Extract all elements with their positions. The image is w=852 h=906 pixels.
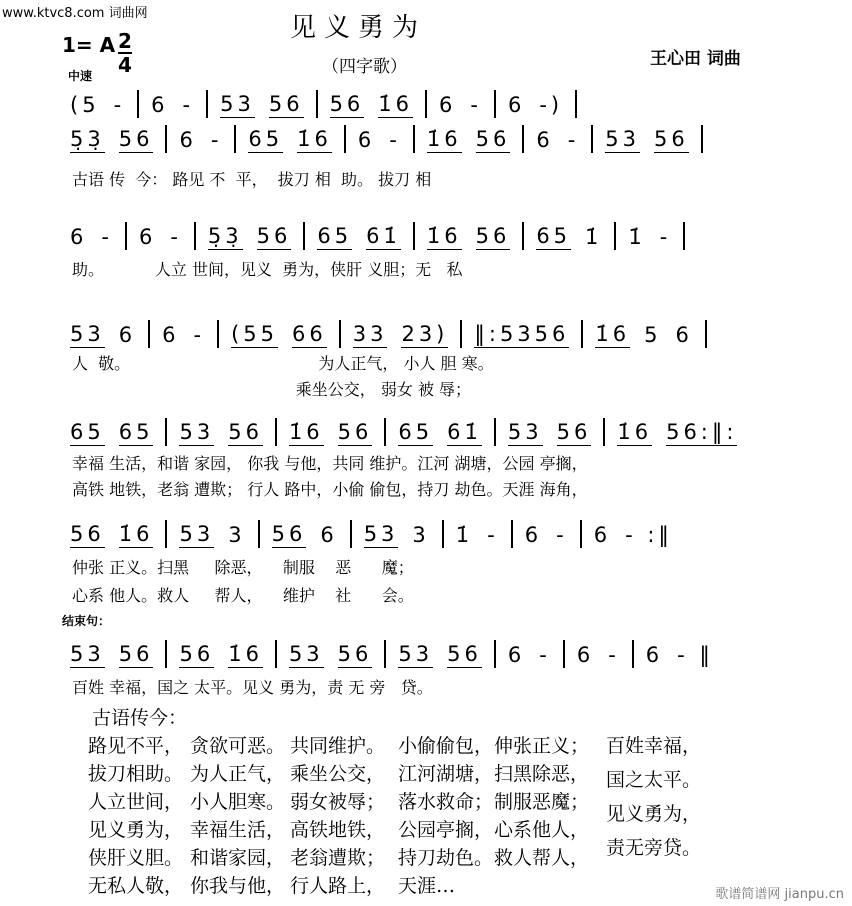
- note-group: 1̇6: [426, 224, 462, 248]
- note-group: 3: [228, 523, 246, 547]
- note-group: 56: [556, 420, 592, 444]
- song-title: 见义勇为: [290, 13, 427, 43]
- note-group: 6: [593, 523, 612, 547]
- verse-phrase: 行人路上，: [290, 875, 386, 897]
- measure: [427, 90, 496, 118]
- note-group: 56: [268, 92, 304, 116]
- measure: [139, 90, 208, 118]
- note-group: 6: [179, 128, 197, 152]
- note-group: 53: [179, 420, 215, 444]
- notation-line: [68, 418, 749, 446]
- note-group: 6: [118, 323, 137, 347]
- lyrics-line: 乘坐公交， 弱女 被 辱；: [72, 380, 472, 399]
- note-group: 56: [475, 224, 511, 248]
- note-group: 56: [179, 642, 215, 666]
- verse-phrase: 和谐家园，: [190, 847, 286, 869]
- note-group: 1̇6: [378, 92, 414, 116]
- measure: [583, 320, 706, 348]
- note-group: -: [113, 93, 126, 117]
- notation-line: [68, 520, 685, 548]
- verse-right-phrase: 百姓幸福，: [606, 735, 702, 757]
- note-group: 6: [320, 523, 338, 547]
- verse-phrase: 见义勇为，: [88, 819, 184, 841]
- note-group: 56: [329, 92, 365, 116]
- note-group: 6: [507, 643, 526, 667]
- note-group: -: [567, 128, 580, 152]
- measure: [415, 125, 524, 153]
- note-group: - :‖: [625, 523, 673, 547]
- note-group: 66: [291, 322, 327, 346]
- note-group: 61̇: [447, 420, 482, 444]
- watermark-top: www.ktvc8.com 词曲网: [2, 6, 148, 21]
- note-group: 6: [675, 323, 693, 347]
- measure: [68, 418, 167, 446]
- verse-phrase: 共同维护。: [290, 735, 386, 757]
- measure: [167, 125, 236, 153]
- verse-phrase: 乘坐公交，: [290, 763, 386, 785]
- note-group: 53: [220, 92, 255, 116]
- lyrics-line: 心系 他人。救人 帮人， 维护 社 会。: [72, 586, 414, 605]
- note-group: 56: [447, 642, 482, 666]
- lyrics-line: 高铁 地铁，老翁 遭欺； 行人 路中，小偷 偷包，持刀 劫色。天涯 海角，: [72, 480, 588, 499]
- song-subtitle: （四字歌）: [322, 57, 407, 77]
- note-group: 5̣3̣: [207, 224, 243, 248]
- verse-row: [88, 872, 589, 900]
- verse-row: [88, 732, 589, 760]
- note-group: 6: [357, 128, 376, 152]
- verse-phrase: 无私人敬，: [88, 875, 184, 897]
- verse-phrase: 制服恶魔；: [494, 791, 590, 813]
- note-group: 1̇: [628, 225, 646, 249]
- measure: [341, 320, 463, 348]
- note-group: 6: [645, 643, 664, 667]
- note-group: 1̇6: [595, 322, 631, 346]
- note-group: 56: [228, 420, 263, 444]
- note-group: 1̇6: [617, 420, 653, 444]
- measure: [346, 125, 415, 153]
- measure: [565, 640, 634, 668]
- measure: [616, 222, 685, 250]
- measure: [415, 222, 524, 250]
- measure: [444, 520, 513, 548]
- note-group: -: [182, 93, 195, 117]
- note-group: 6: [70, 225, 88, 249]
- verse-phrase: 为人正气，: [190, 763, 286, 785]
- measure: [386, 640, 495, 668]
- measure: [260, 520, 352, 548]
- lyrics-line: 古语 传 今： 路见 不 平， 拔刀 相 助。 拔刀 相: [72, 170, 432, 189]
- note-group: 1̇6: [118, 522, 154, 546]
- note-group: -): [539, 93, 564, 117]
- measure: [167, 418, 276, 446]
- measure: [150, 320, 219, 348]
- measure: [68, 125, 167, 153]
- note-group: 1̇: [455, 523, 474, 547]
- measure: [305, 222, 414, 250]
- measure: [496, 640, 565, 668]
- note-group: 65: [70, 420, 105, 444]
- note-group: 5̣3̣: [70, 127, 105, 151]
- verse-phrase: 路见不平，: [88, 735, 184, 757]
- verse-row: [88, 816, 589, 844]
- note-group: 6: [536, 128, 554, 152]
- verse-right-phrase: 责无旁贷。: [606, 837, 702, 859]
- note-group: (5: [70, 93, 100, 117]
- note-group: (55: [231, 322, 278, 346]
- notation-line: [68, 640, 726, 668]
- measure: [236, 125, 345, 153]
- measure: [68, 320, 150, 348]
- watermark-bottom: 歌谱简谱网 jianpu.cn: [715, 887, 844, 902]
- note-group: 33: [352, 322, 388, 346]
- measure: [352, 520, 444, 548]
- note-group: 6: [576, 643, 595, 667]
- verse-row: [88, 788, 589, 816]
- measure: [219, 320, 341, 348]
- note-group: 53: [398, 642, 434, 666]
- note-group: 61̇: [366, 224, 401, 248]
- note-group: 1̇6: [297, 127, 332, 151]
- time-top: 2: [118, 29, 132, 53]
- note-group: 53: [179, 522, 215, 546]
- note-group: -: [470, 93, 482, 117]
- measure: [605, 418, 749, 446]
- note-group: 56: [118, 127, 154, 151]
- measure: [68, 520, 167, 548]
- notation-line: [68, 125, 703, 153]
- notation-line: [68, 90, 577, 118]
- note-group: 65: [248, 127, 284, 151]
- verse-right-phrase: 见义勇为，: [606, 803, 702, 825]
- measure: [196, 222, 305, 250]
- note-group: 56: [475, 127, 511, 151]
- note-group: 6: [151, 93, 169, 117]
- verse-phrase: 拔刀相助。: [88, 763, 184, 785]
- verse-phrase: 小偷偷包，: [398, 735, 494, 757]
- note-group: 65: [317, 224, 353, 248]
- note-group: 53: [507, 420, 543, 444]
- note-group: -: [608, 643, 620, 667]
- verse-phrase: 幸福生活，: [190, 819, 286, 841]
- note-group: 23): [401, 322, 449, 346]
- verse-heading: 古语传今：: [92, 707, 188, 729]
- notation-line: [68, 320, 707, 348]
- measure: [496, 90, 577, 118]
- note-group: 56: [271, 522, 307, 546]
- verse-phrase: 公园亭搁，: [398, 819, 494, 841]
- measure: [277, 418, 386, 446]
- verse-phrase: 小人胆寒。: [190, 791, 286, 813]
- lyrics-line: 百姓 幸福，国之 太平。见义 勇为，责 无 旁 贷。: [72, 678, 433, 697]
- note-group: 65: [118, 420, 154, 444]
- note-group: 56:‖:: [666, 420, 738, 444]
- verse-phrase: 心系他人，: [494, 819, 590, 841]
- measure: [167, 640, 276, 668]
- verse-phrase: 江河湖塘，: [398, 763, 494, 785]
- verse-right-phrase: 国之太平。: [606, 769, 702, 791]
- verse-phrase: 贪欲可恶。: [190, 735, 286, 757]
- verse-block: [88, 704, 589, 900]
- note-group: -: [101, 225, 113, 249]
- note-group: 1̇6: [426, 127, 462, 151]
- note-group: -: [539, 643, 551, 667]
- measure: [277, 640, 386, 668]
- lyrics-line: 幸福 生活，和谐 家园， 你我 与他，共同 维护。江河 湖塘，公园 亭搁，: [72, 454, 588, 473]
- measure: [208, 90, 317, 118]
- note-group: 56: [70, 522, 105, 546]
- measure: [524, 125, 593, 153]
- lyrics-line: 助。 人立 世间，见义 勇为，侠肝 义胆；无 私: [72, 260, 463, 279]
- tempo-marking: 中速: [68, 69, 93, 83]
- note-group: 56: [256, 224, 292, 248]
- note-group: 6: [138, 225, 157, 249]
- measure: [127, 222, 196, 250]
- verse-row: [88, 844, 589, 872]
- verse-phrase: 弱女被辱；: [290, 791, 386, 813]
- lyrics-line: 人 敬。 为人正气， 小人 胆 寒。: [72, 354, 494, 373]
- measure: [593, 125, 702, 153]
- time-bottom: 4: [118, 53, 132, 77]
- verse-phrase: 人立世间，: [88, 791, 184, 813]
- note-group: 6: [507, 93, 526, 117]
- note-group: 56: [337, 420, 373, 444]
- measure: [462, 320, 583, 348]
- note-group: -: [170, 225, 182, 249]
- note-group: 53: [288, 642, 324, 666]
- key-signature: 1= A: [62, 33, 116, 57]
- note-group: 53: [70, 322, 105, 346]
- verse-phrase: 伸张正义；: [494, 735, 590, 757]
- note-group: 56: [337, 642, 373, 666]
- verse-phrase: 高铁地铁，: [290, 819, 386, 841]
- ending-label: 结束句：: [62, 614, 111, 628]
- measure: [513, 520, 582, 548]
- measure: [68, 640, 167, 668]
- measure: [167, 520, 259, 548]
- note-group: 65: [536, 224, 572, 248]
- note-group: -: [659, 225, 672, 249]
- note-group: 56: [654, 127, 689, 151]
- measure: [634, 640, 726, 668]
- note-group: 1̇: [585, 225, 603, 249]
- note-group: 6: [162, 323, 180, 347]
- measure: [386, 418, 495, 446]
- verse-phrase: 老翁遭欺；: [290, 847, 386, 869]
- measure: [68, 222, 127, 250]
- verse-phrase: 你我与他，: [190, 875, 286, 897]
- note-group: 5: [644, 323, 662, 347]
- measure: [582, 520, 685, 548]
- verse-phrase: 侠肝义胆。: [88, 847, 184, 869]
- note-group: 53: [605, 127, 640, 151]
- note-group: 1̇6: [228, 642, 263, 666]
- note-group: 53: [363, 522, 399, 546]
- author-credit: 王心田 词曲: [650, 49, 741, 69]
- note-group: 65: [398, 420, 434, 444]
- note-group: 53: [70, 642, 105, 666]
- time-signature: [118, 30, 132, 76]
- measure: [68, 90, 139, 118]
- note-group: 3: [412, 523, 430, 547]
- verse-phrase: 落水救命；: [398, 791, 494, 813]
- notation-line: [68, 222, 685, 250]
- verse-phrase: 救人帮人，: [494, 847, 590, 869]
- verse-phrase: 持刀劫色。: [398, 847, 494, 869]
- measure: [496, 418, 605, 446]
- note-group: -: [193, 323, 206, 347]
- measure: [318, 90, 427, 118]
- note-group: - ‖: [677, 643, 714, 667]
- note-group: 6: [439, 93, 457, 117]
- note-group: ‖:5356: [474, 322, 570, 346]
- verse-phrase: 天涯…: [398, 875, 456, 897]
- verse-row: [88, 760, 589, 788]
- lyrics-line: 仲张 正义。扫黑 除恶， 制服 恶 魔；: [72, 558, 414, 577]
- note-group: -: [556, 523, 568, 547]
- note-group: 56: [118, 642, 154, 666]
- note-group: -: [210, 128, 223, 152]
- note-group: 6: [524, 523, 543, 547]
- note-group: 1̇6: [288, 420, 324, 444]
- verse-phrase: 扫黑除恶，: [494, 763, 590, 785]
- note-group: -: [487, 523, 499, 547]
- measure: [524, 222, 616, 250]
- note-group: -: [389, 128, 401, 152]
